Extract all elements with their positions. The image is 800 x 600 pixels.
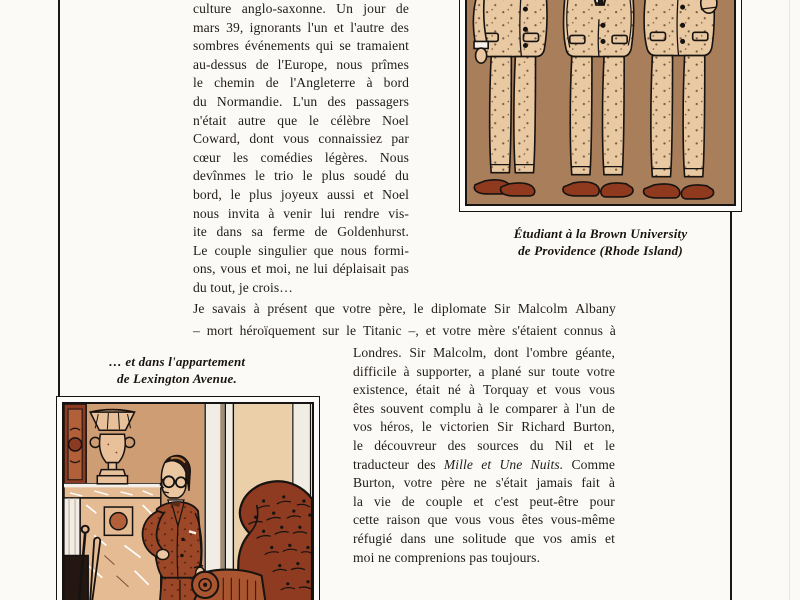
text-line: Burton, votre père ne s'était jamais fait à	[353, 475, 615, 491]
text-column-left	[193, 1, 409, 299]
caption-line: de Lexington Avenue.	[117, 370, 237, 386]
text-line: ons, vous et moi, ne lui déplaisait pas	[193, 261, 409, 277]
caption-lexington	[46, 354, 308, 387]
text-line: ite dans sa ferme de Goldenhurst.	[193, 224, 409, 240]
students-illustration	[467, 0, 734, 204]
text-line: bord, le plus joyeux aussi et Noel	[193, 186, 409, 202]
text-line: culture anglo-saxonne. Un jour de	[193, 1, 409, 16]
text-line: Le couple singulier que nous formi-	[193, 242, 409, 258]
foreground-chair-arm	[192, 570, 266, 600]
text-line: réfugié dans une solitude que vos amis et	[353, 530, 615, 546]
caption-brown-university	[459, 226, 742, 259]
page-edge-shadow	[789, 0, 790, 600]
text-column-right	[353, 345, 615, 568]
text-line: du tout, je crois…	[193, 279, 293, 295]
apartment-illustration-frame	[56, 396, 320, 600]
text-line: vos héros, le victorien Sir Richard Burton,	[353, 419, 615, 435]
text-line: difficile à supporter, a plané sur toute votre	[353, 363, 615, 379]
caption-line: Étudiant à la Brown University	[513, 226, 688, 241]
text-line: traducteur des Mille et Une Nuits. Comme	[353, 456, 615, 472]
text-line: – mort héroïquement sur le Titanic –, et votre mère s'étaient connus à	[193, 322, 616, 338]
apartment-illustration	[64, 404, 312, 600]
mirror-frame	[64, 404, 86, 484]
text-line: le découvreur des sources du Nil et le	[353, 437, 615, 453]
text-line: êtes souvent complu à le comparer à l'un de	[353, 400, 615, 416]
text-line: moi ne comprenions pas toujours.	[353, 549, 541, 565]
students-illustration-frame	[459, 0, 742, 212]
text-line: Je savais à présent que votre père, le diplomate Sir Malcolm Albany	[193, 301, 616, 316]
text-line: la vie de couple et c'est peut-être pour	[353, 493, 615, 509]
text-line: cœur les comédies légères. Nous	[193, 149, 409, 165]
text-line: sombres événements qui se tramaient	[193, 38, 409, 54]
caption-line: de Providence (Rhode Island)	[518, 242, 683, 258]
text-line: existence, était né à Torquay et vous vous	[353, 382, 615, 398]
text-line: le chemin de l'Angleterre à bord	[193, 75, 409, 91]
right-page-rule	[730, 212, 732, 600]
text-line: Londres. Sir Malcolm, dont l'ombre géante,	[353, 345, 615, 360]
text-line: devînmes le trio le plus soudé du	[193, 168, 409, 184]
text-line: du Normandie. L'un des passagers	[193, 93, 409, 109]
text-paragraph-middle	[193, 301, 616, 344]
caption-line: … et dans l'appartement	[108, 354, 246, 369]
text-line: n'était autre que le célèbre Noel	[193, 112, 409, 128]
text-line: nous invita à venir lui rendre vis-	[193, 205, 409, 221]
text-line: Coward, dont vous connaissiez par	[193, 131, 409, 147]
text-line: au-dessus de l'Europe, nous prîmes	[193, 56, 409, 72]
left-page-rule	[58, 0, 60, 397]
text-line: cette raison que vous vous êtes vous-même	[353, 512, 615, 528]
text-line: mars 39, ignorants l'un et l'autre des	[193, 19, 409, 35]
